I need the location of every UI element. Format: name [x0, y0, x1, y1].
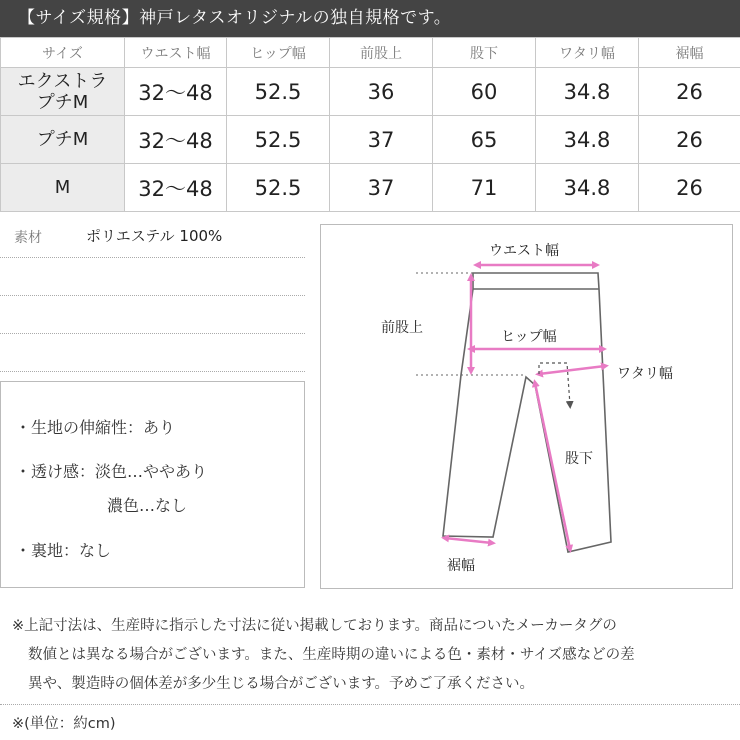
note-line: ※上記寸法は、生産時に指示した寸法に従い掲載しております。商品についたメーカータグの — [12, 618, 617, 634]
table-cell: 65 — [433, 116, 536, 164]
hem-arrow — [445, 538, 492, 543]
table-cell: 34.8 — [536, 68, 639, 116]
table-cell: 52.5 — [227, 116, 330, 164]
table-cell: 37 — [330, 164, 433, 212]
thigh-guide-dotted — [539, 363, 570, 405]
measurement-diagram — [320, 224, 733, 589]
disclaimer-notes — [12, 612, 732, 699]
table-cell: 37 — [330, 116, 433, 164]
material-label: 素材 — [14, 230, 42, 246]
table-cell: 60 — [433, 68, 536, 116]
hip-label: ヒップ幅 — [501, 329, 557, 345]
table-cell: 52.5 — [227, 164, 330, 212]
table-header-row — [1, 38, 740, 68]
column-header-rise: 前股上 — [330, 38, 433, 68]
note-line: 数値とは異なる場合がございます。また、生産時期の違いによる色・素材・サイズ感などの差 — [28, 647, 635, 663]
divider — [0, 704, 740, 705]
waist-label: ウエスト幅 — [489, 243, 559, 259]
table-cell: 26 — [639, 116, 740, 164]
material-line — [0, 220, 305, 258]
table-cell: 36 — [330, 68, 433, 116]
column-header-inseam: 股下 — [433, 38, 536, 68]
table-cell: 32〜48 — [125, 164, 227, 212]
page-title: 【サイズ規格】神戸レタスオリジナルの独自規格です。 — [0, 0, 740, 37]
row-size-name — [1, 68, 125, 116]
column-header-hem: 裾幅 — [639, 38, 740, 68]
table-row — [1, 116, 740, 164]
inseam-label: 股下 — [565, 451, 593, 467]
row-size-name: M — [1, 164, 125, 212]
table-cell: 32〜48 — [125, 68, 227, 116]
material-value: ポリエステル 100% — [86, 227, 223, 245]
column-header-waist: ウエスト幅 — [125, 38, 227, 68]
table-row — [1, 68, 740, 116]
blank-line — [0, 258, 305, 296]
table-cell: 34.8 — [536, 116, 639, 164]
hem-label: 裾幅 — [447, 558, 475, 574]
column-header-thigh: ワタリ幅 — [536, 38, 639, 68]
row-size-name-line2: プチM — [36, 91, 89, 113]
size-table — [0, 37, 740, 212]
pants-outline — [443, 273, 611, 552]
column-header-size: サイズ — [1, 38, 125, 68]
thigh-arrow — [539, 366, 605, 374]
pants-illustration — [321, 225, 734, 590]
sheer-property: ・透け感：淡色…ややあり — [15, 462, 208, 481]
unit-note: ※(単位：約cm) — [12, 716, 116, 732]
fabric-properties-box — [0, 381, 305, 588]
table-cell: 34.8 — [536, 164, 639, 212]
note-line: 異や、製造時の個体差が多少生じる場合がございます。予めご了承ください。 — [28, 676, 535, 692]
stretch-property: ・生地の伸縮性：あり — [15, 418, 176, 437]
rise-label: 前股上 — [381, 320, 423, 336]
table-row — [1, 164, 740, 212]
table-cell: 52.5 — [227, 68, 330, 116]
material-section — [0, 220, 305, 372]
table-cell: 26 — [639, 68, 740, 116]
table-cell: 71 — [433, 164, 536, 212]
sheer-dark-property: 濃色…なし — [107, 496, 188, 515]
table-cell: 26 — [639, 164, 740, 212]
row-size-name: プチM — [1, 116, 125, 164]
blank-line — [0, 334, 305, 372]
table-cell: 32〜48 — [125, 116, 227, 164]
column-header-hip: ヒップ幅 — [227, 38, 330, 68]
lining-property: ・裏地：なし — [15, 541, 112, 560]
row-size-name-line1: エクストラ — [17, 70, 108, 92]
thigh-label: ワタリ幅 — [617, 366, 673, 382]
blank-line — [0, 296, 305, 334]
